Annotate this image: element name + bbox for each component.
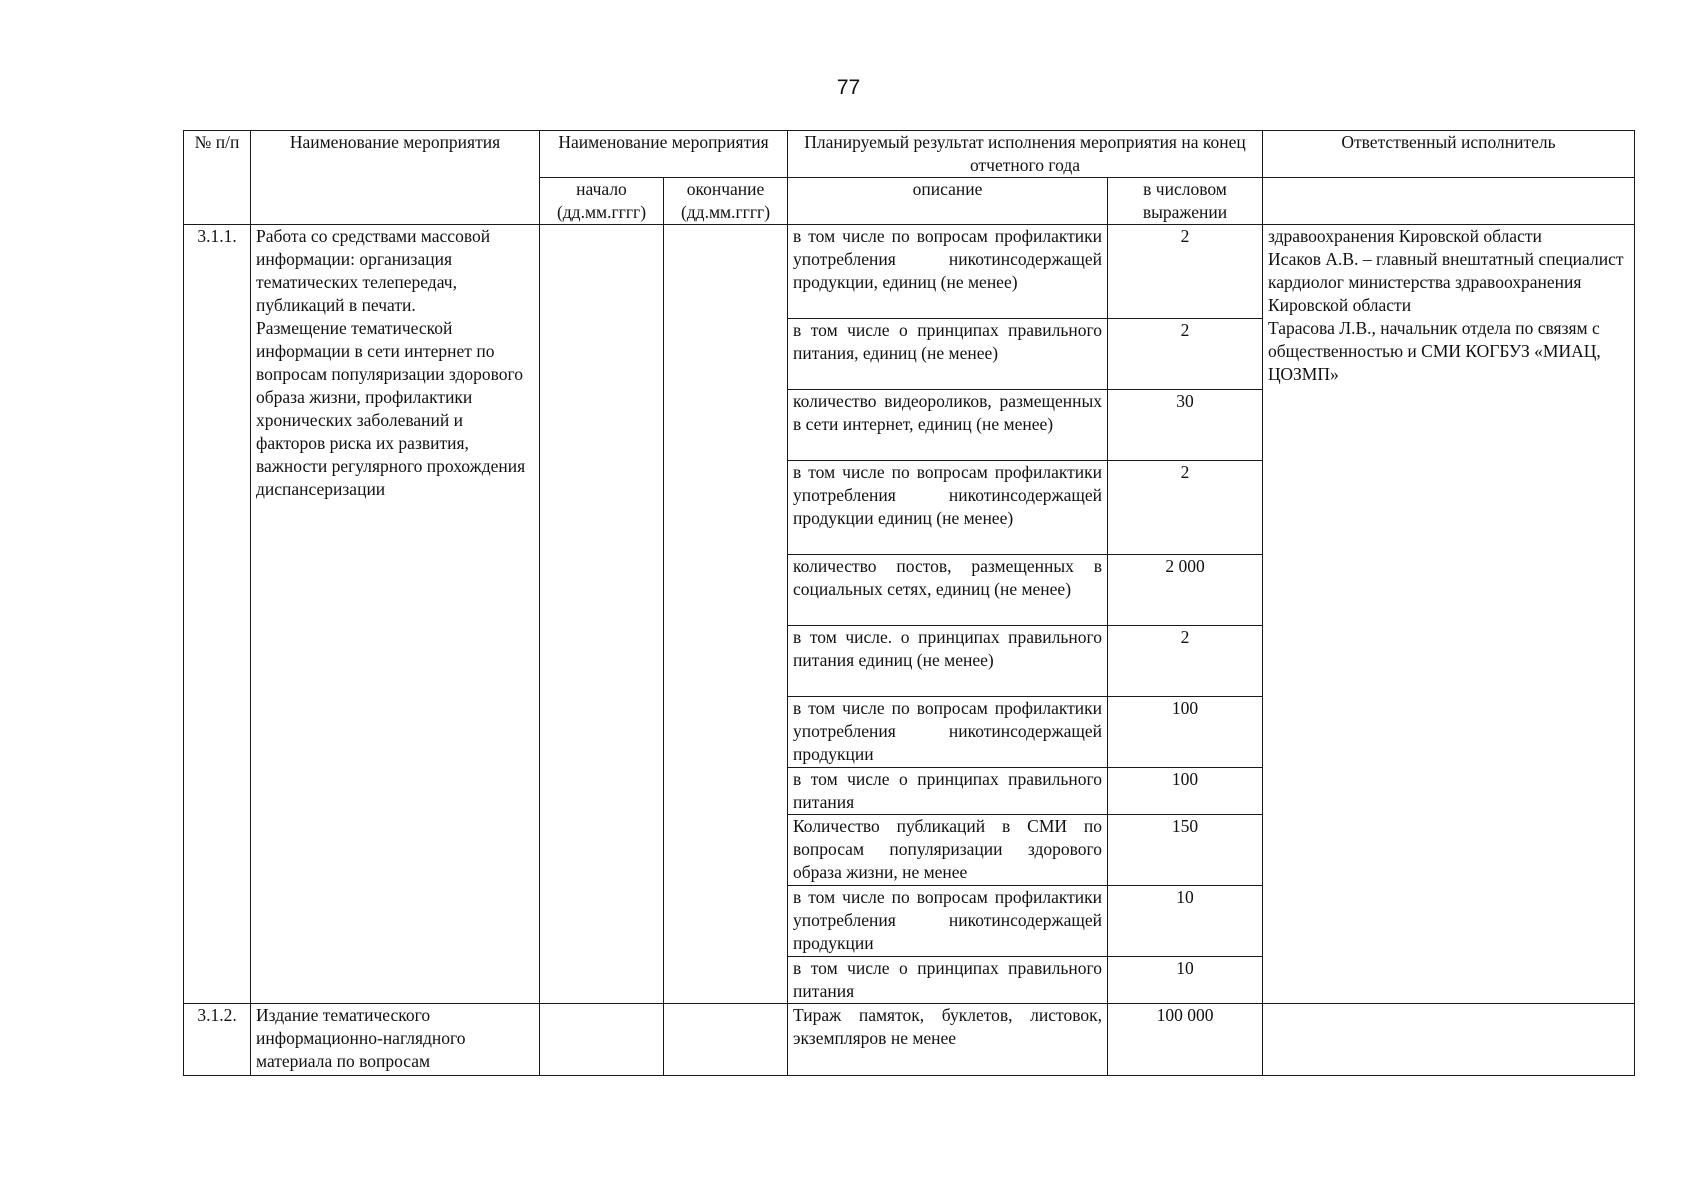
result-description: Количество публикаций в СМИ по вопросам популяризации здорового образа жизни, не менее	[788, 815, 1108, 886]
result-description: количество постов, размещенных в социальных сетях, единиц (не менее)	[788, 555, 1108, 626]
header-row-1	[184, 131, 1635, 178]
result-description: в том числе по вопросам профилактики употребления никотинсодержащей продукции единиц (не менее)	[788, 461, 1108, 555]
header-end: окончание (дд.мм.гггг)	[664, 178, 788, 225]
result-value: 100	[1108, 697, 1263, 768]
table-row	[184, 225, 1635, 319]
header-numeric-value: в числовом выражении	[1108, 178, 1263, 225]
row-end-date	[664, 225, 788, 1004]
result-description: в том числе по вопросам профилактики употребления никотинсодержащей продукции	[788, 697, 1108, 768]
result-value: 100	[1108, 768, 1263, 815]
result-value: 2	[1108, 626, 1263, 697]
header-event-name: Наименование мероприятия	[251, 131, 540, 225]
result-value: 10	[1108, 886, 1263, 957]
result-value: 2	[1108, 225, 1263, 319]
row-number: 3.1.2.	[184, 1004, 251, 1076]
result-description: Тираж памяток, буклетов, листовок, экземпляров не менее	[788, 1004, 1108, 1076]
result-description: в том числе по вопросам профилактики употребления никотинсодержащей продукции, единиц (не менее)	[788, 225, 1108, 319]
header-start: начало (дд.мм.гггг)	[540, 178, 664, 225]
result-description: количество видеороликов, размещенных в сети интернет, единиц (не менее)	[788, 390, 1108, 461]
result-value: 2	[1108, 461, 1263, 555]
header-dates: Наименование мероприятия	[540, 131, 788, 178]
row-number: 3.1.1.	[184, 225, 251, 1004]
header-planned-result: Планируемый результат исполнения мероприятия на конец отчетного года	[788, 131, 1263, 178]
row-responsible: здравоохранения Кировской области Исаков А.В. – главный внештатный специалист кардиолог министерства здравоохранения Кировской области Тарасова Л.В., начальник отдела по связям с общественностью и СМИ КОГБУЗ «МИАЦ, ЦОЗМП»	[1263, 225, 1635, 1004]
result-description: в том числе по вопросам профилактики употребления никотинсодержащей продукции	[788, 886, 1108, 957]
row-start-date	[540, 225, 664, 1004]
row-start-date	[540, 1004, 664, 1076]
row-event-name: Издание тематического информационно-наглядного материала по вопросам	[251, 1004, 540, 1076]
result-value: 100 000	[1108, 1004, 1263, 1076]
result-value: 2	[1108, 319, 1263, 390]
result-description: в том числе о принципах правильного питания	[788, 957, 1108, 1004]
header-description: описание	[788, 178, 1108, 225]
result-description: в том числе. о принципах правильного питания единиц (не менее)	[788, 626, 1108, 697]
row-end-date	[664, 1004, 788, 1076]
result-value: 150	[1108, 815, 1263, 886]
header-responsible-blank	[1263, 178, 1635, 225]
row-event-name: Работа со средствами массовой информации: организация тематических телепередач, публикаций в печати. Размещение тематической информации в сети интернет по вопросам популяризации здорового образа жизни, профилактики хронических заболеваний и факторов риска их развития, важности регулярного прохождения диспансеризации	[251, 225, 540, 1004]
page-number: 77	[836, 76, 861, 99]
result-value: 10	[1108, 957, 1263, 1004]
header-number: № п/п	[184, 131, 251, 225]
header-responsible: Ответственный исполнитель	[1263, 131, 1635, 178]
table-row	[184, 1004, 1635, 1076]
result-value: 30	[1108, 390, 1263, 461]
result-value: 2 000	[1108, 555, 1263, 626]
row-responsible	[1263, 1004, 1635, 1076]
result-description: в том числе о принципах правильного питания, единиц (не менее)	[788, 319, 1108, 390]
plan-table	[183, 130, 1635, 1076]
result-description: в том числе о принципах правильного питания	[788, 768, 1108, 815]
